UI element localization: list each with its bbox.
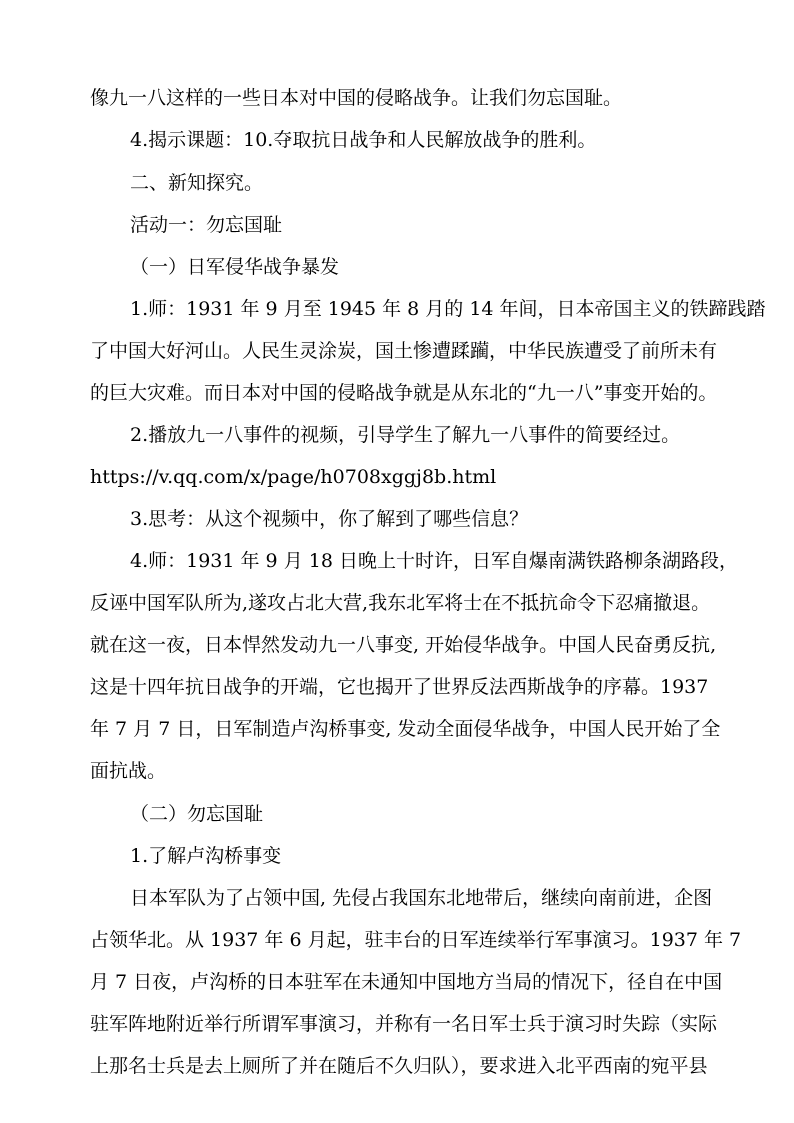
subsection-heading: （二）勿忘国耻 bbox=[130, 803, 264, 825]
paragraph-line: 驻军阵地附近举行所谓军事演习，并称有一名日军士兵于演习时失踪（实际 bbox=[90, 1013, 718, 1035]
activity-heading: 活动一：勿忘国耻 bbox=[130, 214, 283, 236]
paragraph-line: 年 7 月 7 日，日军制造卢沟桥事变, 发动全面侵华战争，中国人民开始了全 bbox=[90, 718, 721, 740]
paragraph-line: 3.思考：从这个视频中，你了解到了哪些信息？ bbox=[130, 508, 529, 530]
paragraph-line: 4.揭示课题：10.夺取抗日战争和人民解放战争的胜利。 bbox=[130, 129, 597, 151]
paragraph-line: 1.师：1931 年 9 月至 1945 年 8 月的 14 年间，日本帝国主义的铁蹄践踏 bbox=[130, 298, 766, 320]
paragraph-line: 就在这一夜，日本悍然发动九一八事变, 开始侵华战争。中国人民奋勇反抗, bbox=[90, 634, 717, 656]
paragraph-line: 面抗战。 bbox=[90, 760, 167, 782]
subsection-heading: （一）日军侵华战争暴发 bbox=[130, 256, 340, 278]
paragraph-line: 月 7 日夜，卢沟桥的日本驻军在未通知中国地方当局的情况下，径自在中国 bbox=[90, 971, 723, 993]
section-heading: 二、新知探究。 bbox=[130, 172, 264, 194]
paragraph-line: 2.播放九一八事件的视频，引导学生了解九一八事件的简要经过。 bbox=[130, 424, 681, 446]
video-url: https://v.qq.com/x/page/h0708xggj8b.html bbox=[90, 466, 497, 488]
item-heading: 1.了解卢沟桥事变 bbox=[130, 845, 282, 867]
paragraph-line: 了中国大好河山。人民生灵涂炭，国土惨遭蹂躏，中华民族遭受了前所未有 bbox=[90, 340, 718, 362]
paragraph-line: 日本军队为了占领中国, 先侵占我国东北地带后，继续向南前进，企图 bbox=[130, 887, 713, 909]
paragraph-line: 的巨大灾难。而日本对中国的侵略战争就是从东北的“九一八”事变开始的。 bbox=[90, 382, 718, 404]
paragraph-line: 占领华北。从 1937 年 6 月起，驻丰台的日军连续举行军事演习。1937 年 7 bbox=[90, 929, 742, 951]
paragraph-line: 上那名士兵是去上厕所了并在随后不久归队），要求进入北平西南的宛平县 bbox=[90, 1055, 708, 1077]
paragraph-line: 这是十四年抗日战争的开端，它也揭开了世界反法西斯战争的序幕。1937 bbox=[90, 676, 709, 698]
paragraph-line: 像九一八这样的一些日本对中国的侵略战争。让我们勿忘国耻。 bbox=[90, 87, 623, 109]
paragraph-line: 4.师：1931 年 9 月 18 日晚上十时许，日军自爆南满铁路柳条湖路段， bbox=[130, 550, 738, 572]
paragraph-line: 反诬中国军队所为,遂攻占北大营,我东北军将士在不抵抗命令下忍痛撤退。 bbox=[90, 592, 711, 614]
